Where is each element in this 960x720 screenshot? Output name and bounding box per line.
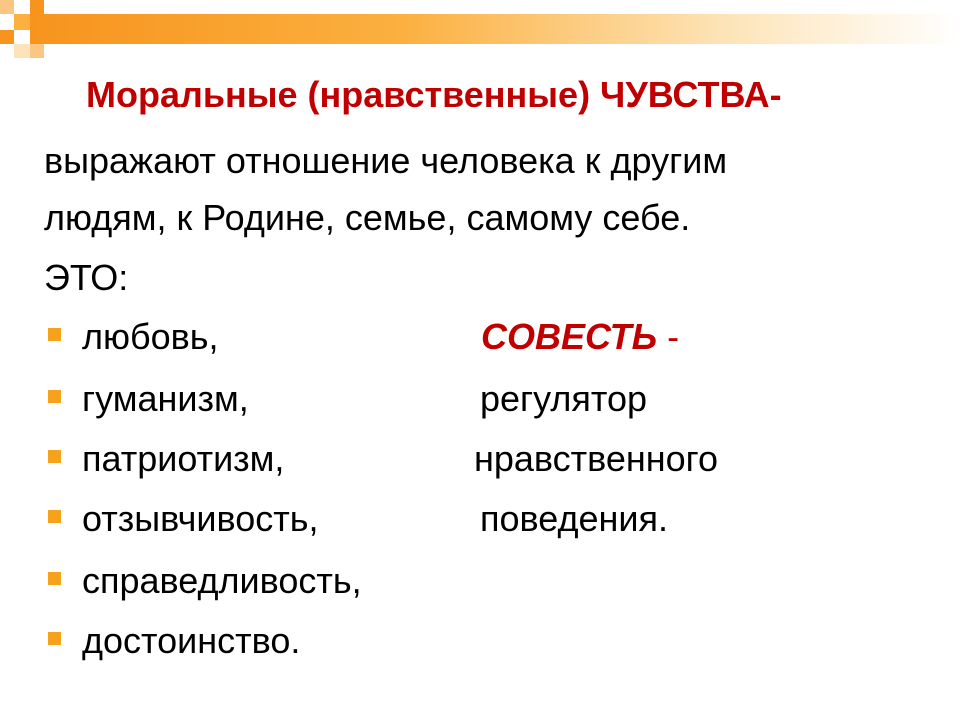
body-line: людям, к Родине, семье, самому себе. <box>44 197 691 238</box>
list-item <box>48 438 285 479</box>
square-bullet-icon <box>48 632 61 645</box>
corner-square <box>0 0 14 14</box>
list-item-label: патриотизм, <box>82 438 285 479</box>
slide-title: Моральные (нравственные) ЧУВСТВА- <box>86 74 782 115</box>
top-gradient-bar <box>30 14 960 44</box>
corner-square <box>0 30 14 44</box>
square-bullet-icon <box>48 510 61 523</box>
square-bullet-icon <box>48 450 61 463</box>
square-bullet-icon <box>48 390 61 403</box>
conscience-heading <box>481 316 679 358</box>
definition-line: нравственного <box>474 438 719 479</box>
list-item-label: любовь, <box>82 316 219 357</box>
corner-square <box>30 44 44 58</box>
corner-square <box>30 0 44 14</box>
list-item <box>48 378 278 418</box>
list-item-label: отзывчивость, <box>82 498 319 539</box>
body-line: ЭТО: <box>44 257 129 298</box>
square-bullet-icon <box>48 328 61 341</box>
list-item-label: справедливость, <box>82 560 362 601</box>
list-item <box>48 560 362 601</box>
list-item-label: гуманизм, <box>82 378 249 419</box>
list-item <box>48 620 301 661</box>
body-line: выражают отношение человека к другим <box>44 140 728 181</box>
corner-square <box>14 14 30 30</box>
conscience-word: СОВЕСТЬ <box>481 316 658 357</box>
list-item <box>48 316 278 356</box>
definition-line: регулятор <box>480 378 648 419</box>
square-bullet-icon <box>48 572 61 585</box>
list-item <box>48 498 319 539</box>
corner-square <box>14 44 30 58</box>
list-item-label: достоинство. <box>82 620 301 661</box>
definition-line: поведения. <box>480 498 668 539</box>
conscience-dash: - <box>657 316 680 357</box>
